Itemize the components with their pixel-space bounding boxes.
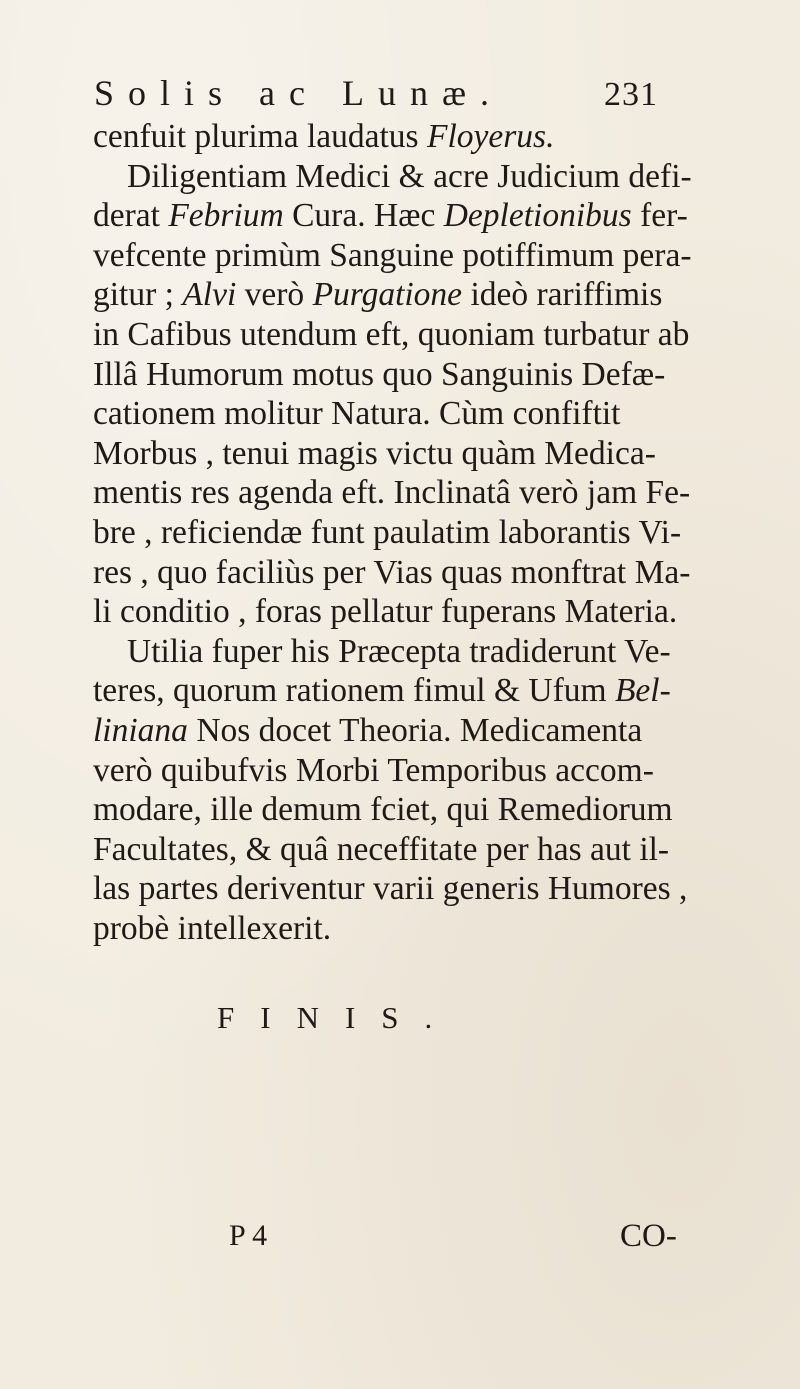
italic-text-segment: liniana [93, 711, 188, 749]
text-segment: Diligentiam Medici & acre Judicium defi- [127, 157, 692, 195]
text-segment: Facultates, & quâ neceffitate per has aut il- [93, 830, 670, 868]
text-line [93, 275, 733, 315]
signature-mark: P 4 [229, 1219, 268, 1252]
text-line [93, 592, 733, 632]
text-line [93, 553, 733, 593]
catchword: CO- [620, 1218, 677, 1254]
text-line [93, 473, 733, 513]
text-segment: verò quibufvis Morbi Temporibus accom- [93, 751, 654, 789]
text-segment: res , quo faciliùs per Vias quas monftrat Ma- [93, 553, 691, 591]
body-text [93, 117, 733, 948]
running-head [94, 72, 694, 116]
text-line [93, 751, 733, 791]
text-segment: cenfuit plurima laudatus [93, 118, 427, 155]
text-line [93, 671, 733, 711]
italic-text-segment: Floyerus. [426, 118, 555, 155]
text-segment: in Cafibus utendum eft, quoniam turbatur ab [93, 315, 690, 353]
running-head-title: Solis ac Lunæ. [94, 73, 503, 113]
text-segment: vefcente primùm Sanguine potiffimum pera- [93, 236, 692, 274]
text-segment: probè intellexerit. [93, 909, 332, 947]
text-line [93, 909, 733, 949]
text-line [93, 711, 733, 751]
text-line [93, 355, 733, 395]
text-line [93, 513, 733, 553]
text-segment: gitur ; [93, 276, 183, 314]
text-line [93, 315, 733, 355]
text-segment: li conditio , foras pellatur fuperans Materia. [93, 593, 678, 631]
text-line [93, 434, 733, 474]
italic-text-segment: Depletionibus [443, 197, 632, 235]
text-line [93, 117, 733, 157]
text-segment: mentis res agenda eft. Inclinatâ verò jam Fe- [93, 474, 691, 512]
text-segment: teres, quorum rationem fimul & Ufum [93, 672, 615, 710]
text-line [93, 196, 733, 236]
italic-text-segment: Bel- [614, 672, 671, 710]
text-line [93, 869, 733, 909]
finis-colophon: FINIS. [217, 1000, 459, 1035]
italic-text-segment: Purgatione [312, 276, 463, 314]
text-line [93, 790, 733, 830]
text-segment: Morbus , tenui magis victu quàm Medica- [93, 434, 656, 472]
text-segment: verò [236, 276, 313, 314]
text-segment: bre , reficiendæ funt paulatim laborantis Vi- [93, 513, 682, 551]
italic-text-segment: Alvi [182, 276, 237, 314]
text-segment: Utilia fuper his Præcepta tradiderunt Ve- [127, 632, 671, 670]
text-segment: Nos docet Theoria. Medicamenta [187, 711, 643, 749]
text-line [93, 394, 733, 434]
text-segment: cationem molitur Natura. Cùm confiftit [93, 395, 621, 433]
text-segment: ideò rariffimis [462, 276, 663, 314]
italic-text-segment: Febrium [168, 197, 284, 235]
text-line [93, 157, 733, 197]
text-segment: Cura. Hæc [283, 197, 444, 235]
text-segment: las partes deriventur varii generis Humores , [93, 870, 688, 908]
text-line [93, 830, 733, 870]
text-segment: Illâ Humorum motus quo Sanguinis Defæ- [93, 355, 666, 393]
page-number: 231 [604, 76, 658, 113]
text-line [93, 236, 733, 276]
text-line [93, 632, 733, 672]
text-segment: fer- [631, 197, 688, 235]
text-segment: modare, ille demum fciet, qui Remediorum [93, 791, 673, 829]
text-segment: derat [93, 197, 169, 235]
